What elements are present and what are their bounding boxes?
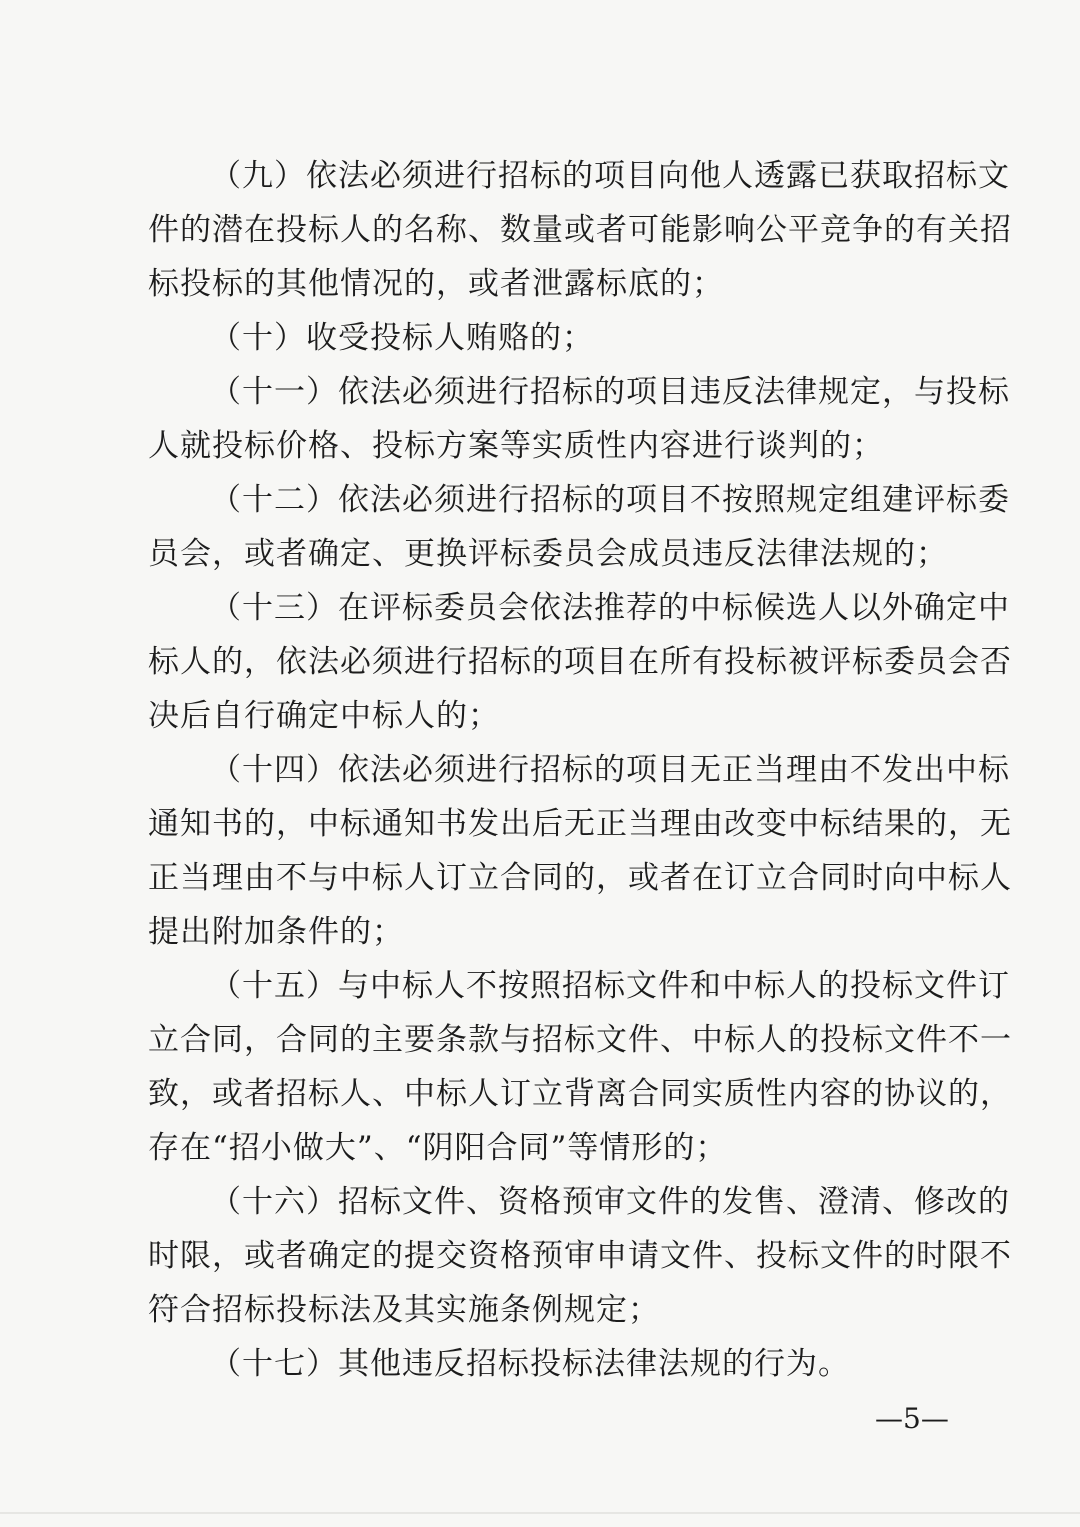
clause-line: （十二）依法必须进行招标的项目不按照规定组建评标委	[210, 482, 1010, 518]
clause-line: 员会，或者确定、更换评标委员会成员违反法律法规的；	[148, 536, 948, 572]
clause-line: （十三）在评标委员会依法推荐的中标候选人以外确定中	[210, 590, 1010, 626]
clause-paragraph	[148, 743, 1012, 959]
document-body	[148, 149, 1012, 1391]
clause-line: 存在“招小做大”、“阴阳合同”等情形的；	[148, 1130, 728, 1166]
clause-paragraph	[148, 959, 1012, 1175]
clause-line: （十五）与中标人不按照招标文件和中标人的投标文件订	[210, 968, 1010, 1004]
clause-line: 致，或者招标人、中标人订立背离合同实质性内容的协议的，	[148, 1076, 1012, 1112]
clause-line: 标人的，依法必须进行招标的项目在所有投标被评标委员会否	[148, 644, 1012, 680]
clause-line: （十六）招标文件、资格预审文件的发售、澄清、修改的	[210, 1184, 1010, 1220]
clause-line: （九）依法必须进行招标的项目向他人透露已获取招标文	[210, 158, 1010, 194]
clause-line: 通知书的，中标通知书发出后无正当理由改变中标结果的，无	[148, 806, 1012, 842]
page-bottom-edge	[0, 1512, 1080, 1514]
clause-line: 符合招标投标法及其实施条例规定；	[148, 1292, 660, 1328]
clause-paragraph	[148, 1175, 1012, 1337]
clause-line: 决后自行确定中标人的；	[148, 698, 500, 734]
clause-paragraph	[148, 311, 948, 365]
clause-line: 立合同，合同的主要条款与招标文件、中标人的投标文件不一	[148, 1022, 1012, 1058]
clause-line: （十）收受投标人贿赂的；	[210, 320, 594, 356]
clause-line: 正当理由不与中标人订立合同的，或者在订立合同时向中标人	[148, 860, 1012, 896]
clause-line: （十一）依法必须进行招标的项目违反法律规定，与投标	[210, 374, 1010, 410]
clause-paragraph	[148, 365, 1010, 473]
page-number: —5—	[875, 1402, 949, 1435]
clause-paragraph	[148, 581, 1012, 743]
clause-line: 时限，或者确定的提交资格预审申请文件、投标文件的时限不	[148, 1238, 1012, 1274]
clause-paragraph	[148, 1337, 948, 1391]
clause-paragraph	[148, 473, 1010, 581]
clause-line: 标投标的其他情况的，或者泄露标底的；	[148, 266, 724, 302]
clause-line: 人就投标价格、投标方案等实质性内容进行谈判的；	[148, 428, 884, 464]
clause-paragraph	[148, 149, 1012, 311]
clause-line: 提出附加条件的；	[148, 914, 404, 950]
clause-line: （十四）依法必须进行招标的项目无正当理由不发出中标	[210, 752, 1010, 788]
clause-line: （十七）其他违反招标投标法律法规的行为。	[210, 1346, 850, 1382]
clause-line: 件的潜在投标人的名称、数量或者可能影响公平竞争的有关招	[148, 212, 1012, 248]
